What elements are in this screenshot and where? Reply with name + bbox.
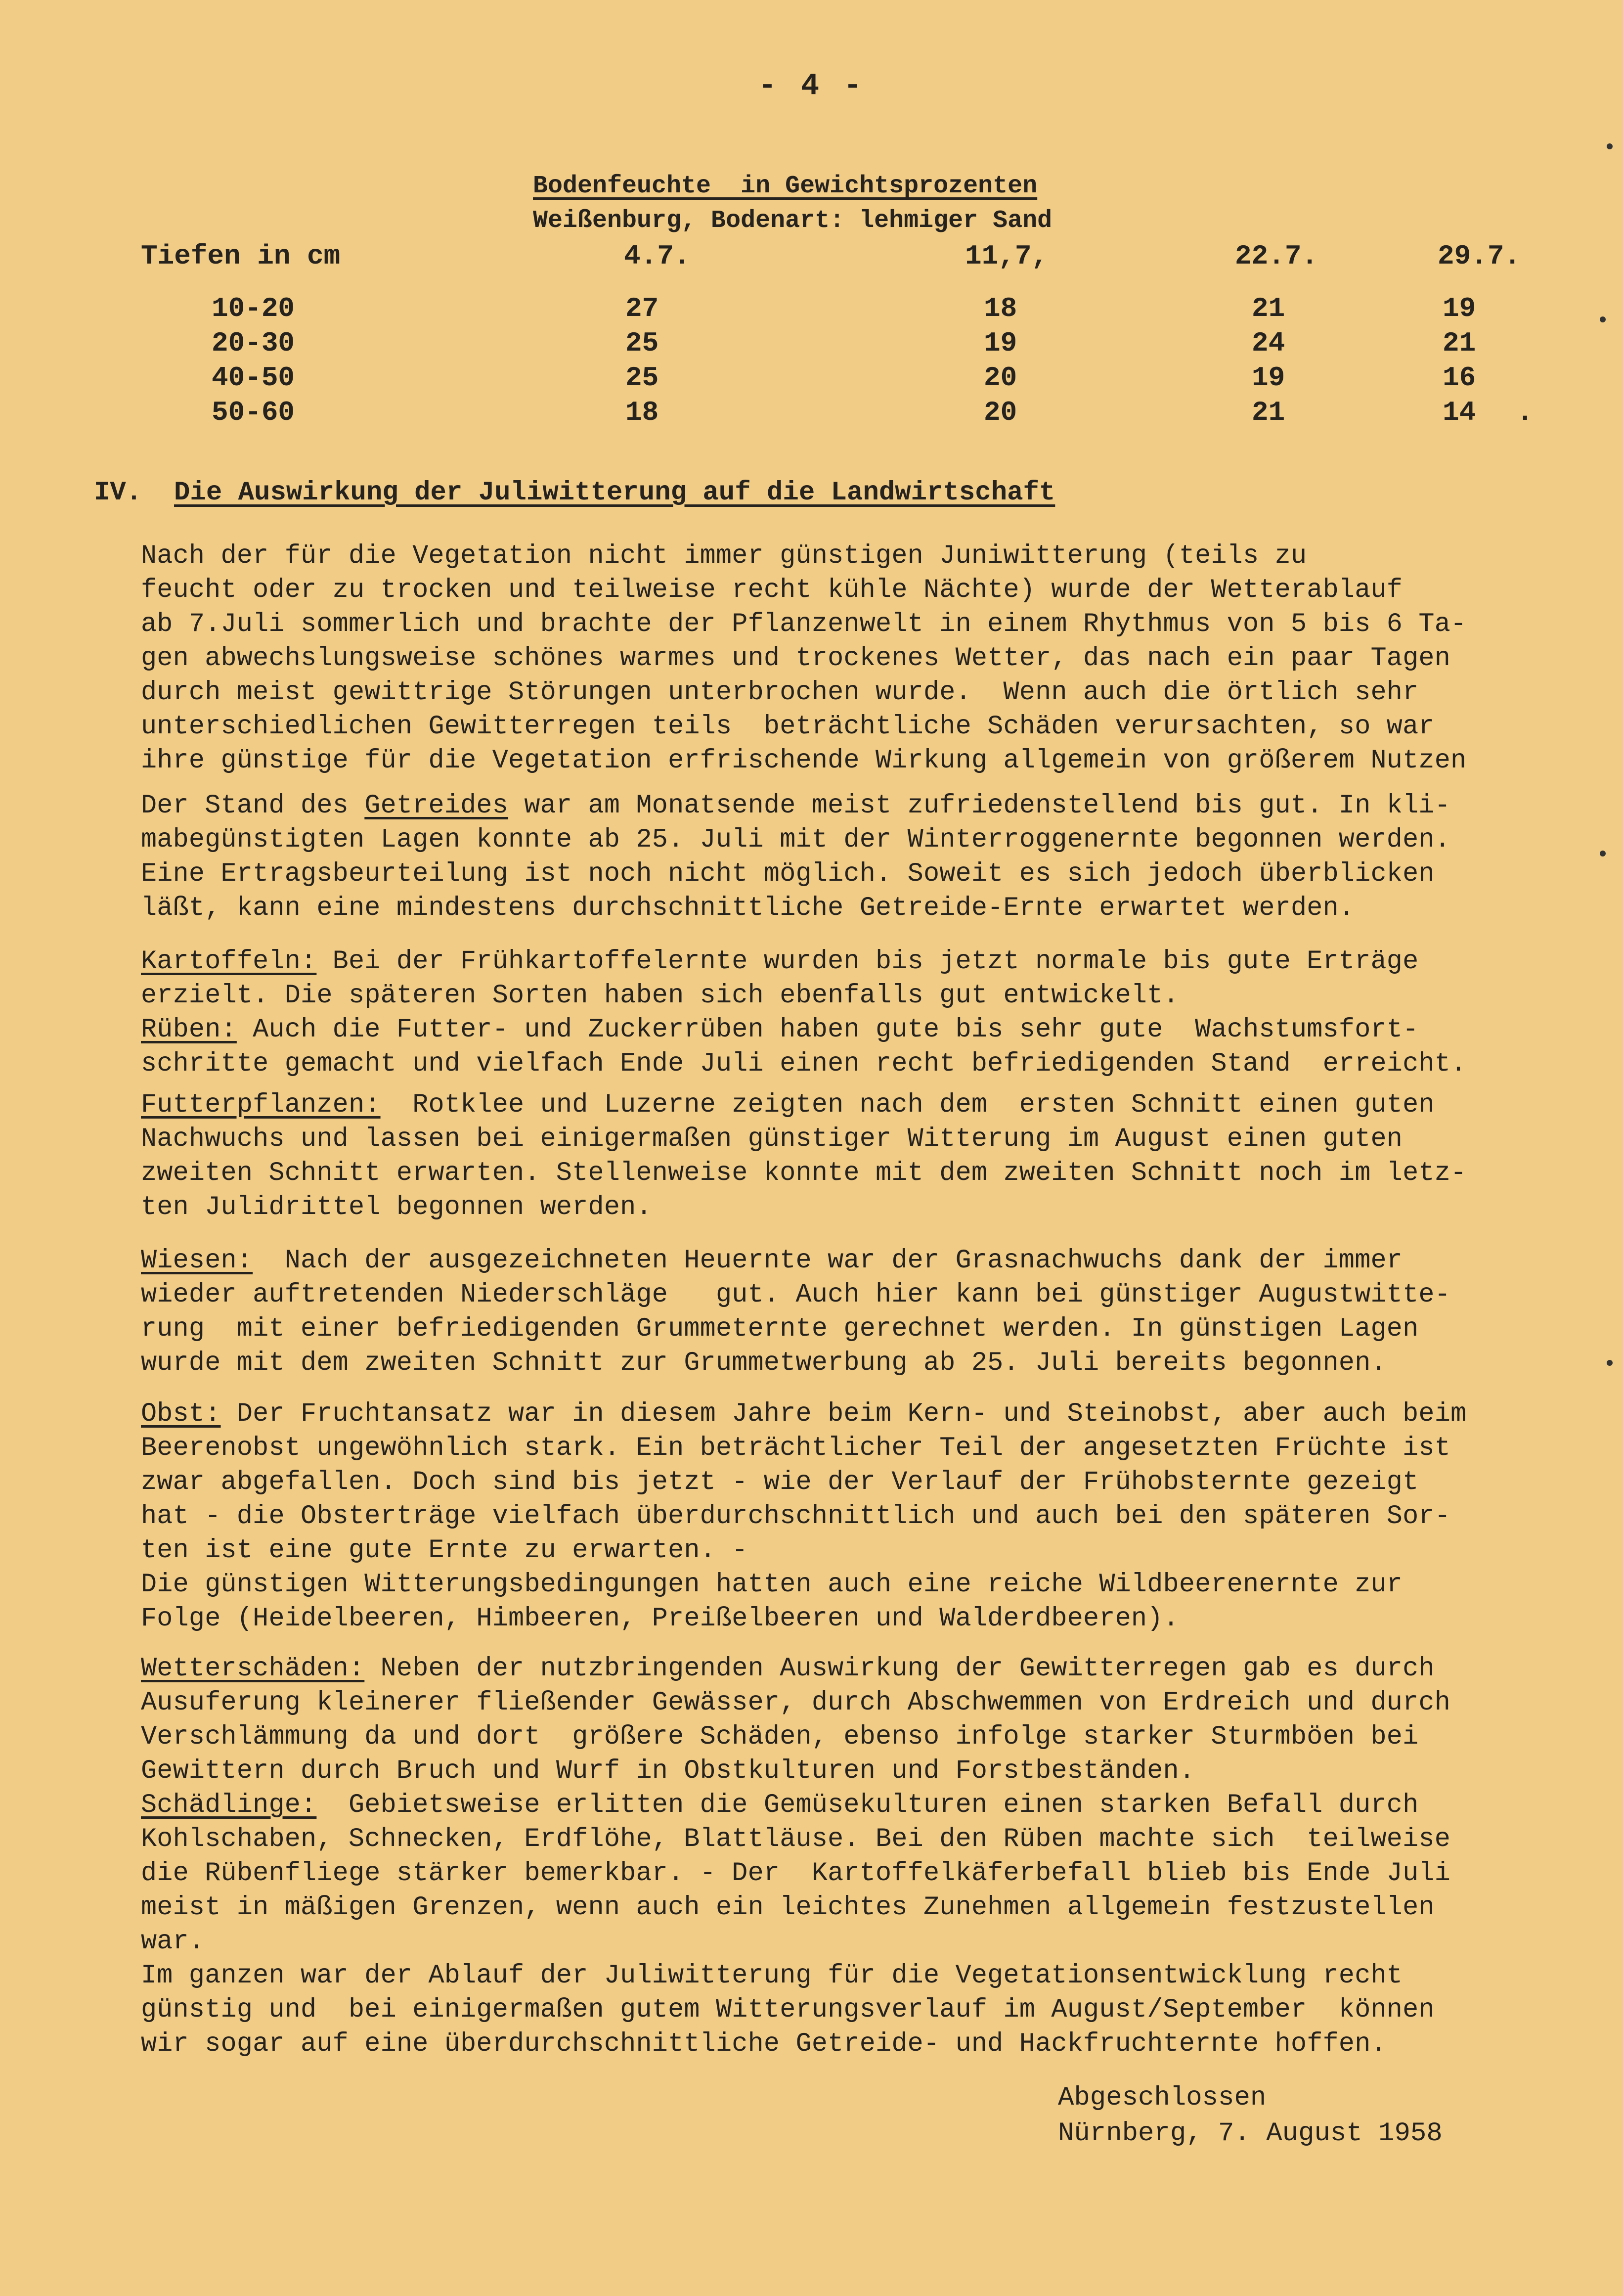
text-line: wieder auftretenden Niederschläge gut. Auch hier kann bei günstiger Augustwitte- — [141, 1280, 1451, 1310]
closing-note: Abgeschlossen — [1058, 2083, 1267, 2113]
paragraph-schaedlinge — [141, 1788, 1619, 2061]
margin-dot — [1607, 1360, 1613, 1366]
text-fragment: Der Fruchtansatz war in diesem Jahre beim Kern- und Steinobst, aber auch beim — [220, 1399, 1467, 1429]
text-line: zweiten Schnitt erwarten. Stellenweise konnte mit dem zweiten Schnitt noch im letz- — [141, 1158, 1467, 1188]
text-line: ten ist eine gute Ernte zu erwarten. - — [141, 1535, 748, 1566]
paragraph-getreide — [141, 789, 1619, 925]
page-number: - 4 - — [758, 68, 865, 103]
text-line: Ausuferung kleinerer fließender Gewässer, durch Abschwemmen von Erdreich und durch — [141, 1688, 1451, 1718]
text-line: war. — [141, 1927, 205, 1957]
label-futterpflanzen: Futterpflanzen: — [141, 1090, 381, 1120]
table-column-header: 22.7. — [1235, 240, 1318, 272]
text-line: ihre günstige für die Vegetation erfrischende Wirkung allgemein von größerem Nutzen — [141, 746, 1467, 776]
text-line: hat - die Obsterträge vielfach überdurchschnittlich und auch bei den späteren Sor- — [141, 1501, 1451, 1531]
paragraph-kartoffeln — [141, 945, 1619, 1013]
section-title: Die Auswirkung der Juliwitterung auf die Landwirtschaft — [174, 478, 1055, 508]
text-fragment: Gebietsweise erlitten die Gemüsekulturen einen starken Befall durch — [316, 1790, 1419, 1820]
paragraph-intro — [141, 539, 1619, 778]
label-obst: Obst: — [141, 1399, 221, 1429]
label-schaedlinge: Schädlinge: — [141, 1790, 317, 1820]
table-cell: 19 — [984, 327, 1017, 359]
table-subtitle: Weißenburg, Bodenart: lehmiger Sand — [533, 207, 1053, 235]
keyword-getreide: Getreides — [364, 791, 509, 821]
text-fragment: Rotklee und Luzerne zeigten nach dem ersten Schnitt einen guten — [380, 1090, 1435, 1120]
text-line: ten Julidrittel begonnen werden. — [141, 1192, 652, 1222]
label-wetterschaeden: Wetterschäden: — [141, 1654, 365, 1684]
margin-dot — [1600, 316, 1606, 322]
table-depth-cell: 10-20 — [212, 293, 295, 324]
paragraph-obst — [141, 1397, 1619, 1636]
table-cell: 21 — [1252, 397, 1285, 428]
text-line: schritte gemacht und vielfach Ende Juli einen recht befriedigenden Stand erreicht. — [141, 1049, 1467, 1079]
text-line: unterschiedlichen Gewitterregen teils beträchtliche Schäden verursachten, so war — [141, 712, 1435, 742]
label-rueben: Rüben: — [141, 1015, 237, 1045]
text-line: erzielt. Die späteren Sorten haben sich ebenfalls gut entwickelt. — [141, 981, 1179, 1011]
text-line: meist in mäßigen Grenzen, wenn auch ein leichtes Zunehmen allgemein festzustellen — [141, 1892, 1435, 1923]
label-wiesen: Wiesen: — [141, 1246, 253, 1276]
text-line: Beerenobst ungewöhnlich stark. Ein beträchtlicher Teil der angesetzten Früchte ist — [141, 1433, 1451, 1463]
text-line: gen abwechslungsweise schönes warmes und trockenes Wetter, das nach ein paar Tagen — [141, 643, 1451, 674]
text-line: Nach der für die Vegetation nicht immer günstigen Juniwitterung (teils zu — [141, 541, 1307, 571]
table-cell: 21 — [1252, 293, 1285, 324]
table-cell: 20 — [984, 397, 1017, 428]
text-fragment: Der Stand des — [141, 791, 365, 821]
table-column-header: 11,7, — [965, 240, 1049, 272]
text-line: Kohlschaben, Schnecken, Erdflöhe, Blattläuse. Bei den Rüben machte sich teilweise — [141, 1824, 1451, 1854]
table-cell: 19 — [1443, 293, 1476, 324]
text-line: läßt, kann eine mindestens durchschnittliche Getreide-Ernte erwartet werden. — [141, 893, 1355, 923]
table-row-header: Tiefen in cm — [141, 240, 341, 272]
text-line: wurde mit dem zweiten Schnitt zur Grummetwerbung ab 25. Juli bereits begonnen. — [141, 1348, 1387, 1378]
section-number: IV. — [94, 478, 142, 508]
text-line — [141, 945, 1619, 979]
paragraph-rueben — [141, 1013, 1619, 1081]
text-line: ab 7.Juli sommerlich und brachte der Pflanzenwelt in einem Rhythmus von 5 bis 6 Ta- — [141, 609, 1467, 639]
text-fragment: Auch die Futter- und Zuckerrüben haben gute bis sehr gute Wachstumsfort- — [236, 1015, 1419, 1045]
text-fragment: Bei der Frühkartoffelernte wurden bis jetzt normale bis gute Erträge — [316, 946, 1419, 977]
table-cell: 16 — [1443, 362, 1476, 394]
table-end-mark: . — [1517, 397, 1534, 428]
text-line: Folge (Heidelbeeren, Himbeeren, Preißelbeeren und Walderdbeeren). — [141, 1604, 1179, 1634]
table-cell: 19 — [1252, 362, 1285, 394]
text-line — [141, 789, 1619, 823]
text-line: günstig und bei einigermaßen gutem Witterungsverlauf im August/September können — [141, 1995, 1435, 2025]
table-depth-cell: 40-50 — [212, 362, 295, 394]
text-line: wir sogar auf eine überdurchschnittliche Getreide- und Hackfruchternte hoffen. — [141, 2029, 1387, 2059]
text-line — [141, 1088, 1619, 1122]
text-line: Die günstigen Witterungsbedingungen hatten auch eine reiche Wildbeerenernte zur — [141, 1570, 1403, 1600]
table-cell: 27 — [625, 293, 659, 324]
text-line: Gewittern durch Bruch und Wurf in Obstkulturen und Forstbeständen. — [141, 1756, 1195, 1786]
table-depth-cell: 50-60 — [212, 397, 295, 428]
table-column-header: 4.7. — [624, 240, 691, 272]
text-line: Nachwuchs und lassen bei einigermaßen günstiger Witterung im August einen guten — [141, 1124, 1403, 1154]
table-cell: 18 — [984, 293, 1017, 324]
table-cell: 24 — [1252, 327, 1285, 359]
text-line — [141, 1397, 1619, 1431]
table-cell: 25 — [625, 362, 659, 394]
table-cell: 20 — [984, 362, 1017, 394]
table-title: Bodenfeuchte in Gewichtsprozenten — [533, 172, 1038, 200]
text-line — [141, 1788, 1619, 1822]
table-column-header: 29.7. — [1438, 240, 1521, 272]
text-line — [141, 1652, 1619, 1686]
text-line — [141, 1244, 1619, 1278]
text-line: Verschlämmung da und dort größere Schäden, ebenso infolge starker Sturmböen bei — [141, 1722, 1419, 1752]
label-kartoffeln: Kartoffeln: — [141, 946, 317, 977]
text-line: durch meist gewittrige Störungen unterbrochen wurde. Wenn auch die örtlich sehr — [141, 677, 1419, 708]
text-line: rung mit einer befriedigenden Grummeternte gerechnet werden. In günstigen Lagen — [141, 1314, 1419, 1344]
table-cell: 25 — [625, 327, 659, 359]
text-line: Im ganzen war der Ablauf der Juliwitterung für die Vegetationsentwicklung recht — [141, 1961, 1403, 1991]
text-line: feucht oder zu trocken und teilweise recht kühle Nächte) wurde der Wetterablauf — [141, 575, 1403, 605]
paragraph-wiesen — [141, 1244, 1619, 1380]
closing-place-date: Nürnberg, 7. August 1958 — [1058, 2118, 1443, 2149]
text-fragment: Neben der nutzbringenden Auswirkung der Gewitterregen gab es durch — [364, 1654, 1435, 1684]
text-line — [141, 1013, 1619, 1047]
table-depth-cell: 20-30 — [212, 327, 295, 359]
paragraph-wetterschaeden — [141, 1652, 1619, 1788]
text-fragment: Nach der ausgezeichneten Heuernte war der Grasnachwuchs dank der immer — [253, 1246, 1403, 1276]
margin-dot — [1600, 851, 1606, 856]
text-fragment: war am Monatsende meist zufriedenstellend bis gut. In kli- — [508, 791, 1451, 821]
margin-dot — [1607, 143, 1613, 149]
table-cell: 21 — [1443, 327, 1476, 359]
table-cell: 14 — [1443, 397, 1476, 428]
paragraph-futterpflanzen — [141, 1088, 1619, 1224]
table-cell: 18 — [625, 397, 659, 428]
text-line: zwar abgefallen. Doch sind bis jetzt - wie der Verlauf der Frühobsternte gezeigt — [141, 1467, 1419, 1497]
text-line: mabegünstigten Lagen konnte ab 25. Juli mit der Winterroggenernte begonnen werden. — [141, 825, 1451, 855]
text-line: die Rübenfliege stärker bemerkbar. - Der Kartoffelkäferbefall blieb bis Ende Juli — [141, 1858, 1451, 1889]
text-line: Eine Ertragsbeurteilung ist noch nicht möglich. Soweit es sich jedoch überblicken — [141, 859, 1435, 889]
section-heading — [94, 478, 1055, 508]
